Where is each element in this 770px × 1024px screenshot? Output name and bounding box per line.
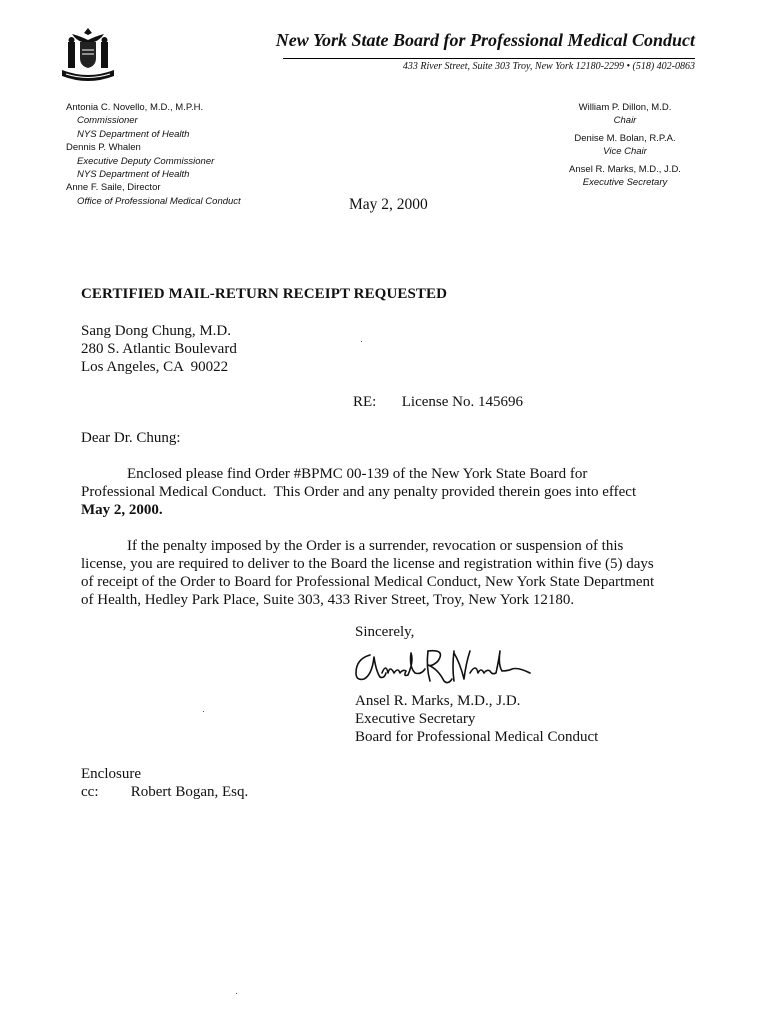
staff-name: Denise M. Bolan, R.P.A. <box>574 132 676 144</box>
state-seal-icon <box>56 26 120 86</box>
staff-title: Executive Deputy Commissioner <box>77 155 215 167</box>
staff-name: Anne F. Saile, Director <box>66 182 161 194</box>
board-address: 433 River Street, Suite 303 Troy, New York 12180-2299 • (518) 402-0863 <box>402 61 695 72</box>
letterhead-rule <box>283 58 695 59</box>
effective-date: May 2, 2000. <box>81 502 163 518</box>
left-staff-list <box>66 101 296 208</box>
reference-label: RE: <box>353 394 377 410</box>
staff-title: NYS Department of Health <box>77 128 190 140</box>
staff-name: Antonia C. Novello, M.D., M.P.H. <box>66 102 204 113</box>
staff-title: Office of Professional Medical Conduct <box>77 195 241 207</box>
staff-title: NYS Department of Health <box>77 169 190 181</box>
paragraph-order <box>81 465 681 519</box>
paragraph-line: Enclosed please find Order #BPMC 00-139 of the New York State Board for <box>127 466 588 482</box>
recipient-line: Sang Dong Chung, M.D. <box>81 323 232 339</box>
salutation: Dear Dr. Chung: <box>81 430 181 446</box>
staff-name: Dennis P. Whalen <box>66 142 141 154</box>
recipient-address <box>81 322 237 376</box>
cc-line <box>81 783 248 801</box>
license-number: License No. 145696 <box>401 394 523 410</box>
recipient-line: 280 S. Atlantic Boulevard <box>81 341 237 357</box>
paragraph-line: If the penalty imposed by the Order is a surrender, revocation or suspension of this <box>127 538 624 554</box>
delivery-method: CERTIFIED MAIL-RETURN RECEIPT REQUESTED <box>81 286 448 302</box>
paragraph-line: of receipt of the Order to Board for Professional Medical Conduct, New York State Department <box>81 574 655 590</box>
cc-label: cc: <box>81 784 99 800</box>
staff-title: Commissioner <box>77 115 138 127</box>
closing: Sincerely, <box>355 624 415 640</box>
staff-title: Vice Chair <box>603 146 647 158</box>
right-staff-list <box>545 101 705 189</box>
paragraph-penalty <box>81 537 686 609</box>
signer-title: Executive Secretary <box>355 711 476 727</box>
signer-organization: Board for Professional Medical Conduct <box>355 729 599 745</box>
staff-title: Chair <box>613 115 637 127</box>
scan-speck <box>236 993 237 994</box>
letter-date: May 2, 2000 <box>349 196 428 213</box>
reference-line <box>353 393 523 411</box>
recipient-line: Los Angeles, CA 90022 <box>81 359 229 375</box>
staff-name: Ansel R. Marks, M.D., J.D. <box>569 163 681 175</box>
paragraph-line: Professional Medical Conduct. This Order and any penalty provided therein goes into effect <box>81 484 637 500</box>
scan-speck <box>361 341 362 342</box>
paragraph-line: license, you are required to deliver to the Board the license and registration within five (5) days <box>81 556 654 572</box>
staff-name: William P. Dillon, M.D. <box>578 102 672 113</box>
board-name: New York State Board for Professional Medical Conduct <box>275 30 695 50</box>
signer-block <box>355 692 598 746</box>
paragraph-line: of Health, Hedley Park Place, Suite 303, 433 River Street, Troy, New York 12180. <box>81 592 575 608</box>
signer-name: Ansel R. Marks, M.D., J.D. <box>355 693 521 709</box>
enclosure-note: Enclosure <box>81 766 141 782</box>
staff-title: Executive Secretary <box>582 177 668 189</box>
scan-speck <box>203 711 204 712</box>
cc-recipient: Robert Bogan, Esq. <box>130 784 249 800</box>
handwritten-signature <box>350 643 545 691</box>
